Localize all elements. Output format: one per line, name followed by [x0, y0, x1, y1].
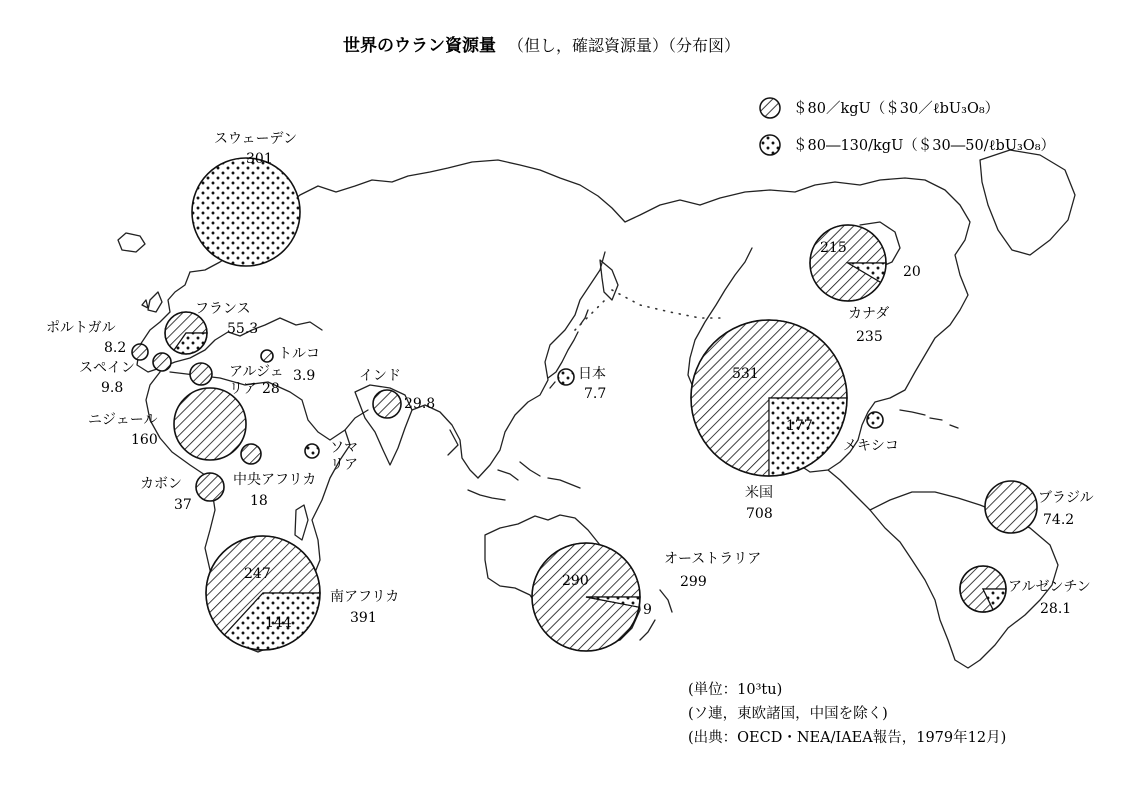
madagascar-coast	[295, 505, 308, 540]
label-portugal-name: ポルトガル	[46, 320, 116, 336]
canada-low-value: 215	[820, 240, 847, 256]
label-canada-total: 235	[856, 329, 883, 345]
label-canada-name: カナダ	[848, 306, 890, 322]
circle-niger	[174, 388, 246, 460]
greenland-right-coast	[980, 150, 1075, 255]
circle-canada	[810, 225, 886, 301]
label-india-name: インド	[359, 368, 401, 384]
circle-india	[373, 390, 401, 418]
circle-japan	[558, 369, 574, 385]
circle-car	[241, 444, 261, 464]
indonesia-coast	[468, 462, 580, 500]
label-spain-name: スペイン	[79, 360, 135, 376]
south-africa-high-value: 144	[265, 615, 292, 631]
label-japan-name: 日本	[578, 366, 606, 382]
circle-turkey	[261, 350, 273, 362]
label-argentina-total: 28.1	[1040, 601, 1072, 617]
label-portugal-total: 8.2	[104, 340, 127, 356]
sea-route-dotted	[575, 300, 605, 330]
circle-south_africa	[206, 536, 320, 650]
label-mexico-name: メキシコ	[843, 438, 899, 454]
central-america-coast	[828, 410, 958, 510]
circle-brazil	[985, 481, 1037, 533]
east-asia-coast	[478, 252, 605, 478]
label-sweden-total: 301	[246, 151, 273, 167]
canada-high-value: 20	[903, 264, 921, 280]
label-gabon-total: 37	[174, 497, 192, 513]
legend-dots-label: ＄80―130/kgU（＄30―50/ℓbU₃O₈）	[793, 138, 1056, 154]
label-australia-name: オーストラリア	[664, 551, 762, 567]
circle-portugal	[132, 344, 148, 360]
legend-dots-swatch	[760, 135, 780, 155]
label-turkey-name: トルコ	[278, 346, 320, 362]
greenland-coast	[118, 233, 145, 252]
circle-france	[165, 312, 207, 354]
label-algeria-total: 28	[262, 381, 280, 397]
southeast-asia-coast	[412, 405, 478, 478]
label-niger-total: 160	[131, 432, 158, 448]
label-brazil-name: ブラジル	[1038, 490, 1094, 506]
label-south-africa-total: 391	[350, 610, 377, 626]
australia-high-value: 9	[643, 602, 652, 618]
wedge-usa-dots	[769, 398, 847, 476]
note-exclusion: (ソ連，東欧諸国，中国を除く)	[688, 706, 888, 722]
circle-somalia	[305, 444, 319, 458]
usa-low-value: 531	[732, 366, 759, 382]
note-source: (出典：OECD・NEA/IAEA報告，1979年12月)	[688, 730, 1007, 746]
circle-algeria	[190, 363, 212, 385]
label-brazil-total: 74.2	[1043, 512, 1075, 528]
south-africa-low-value: 247	[244, 566, 271, 582]
label-india-total: 29.8	[404, 396, 436, 412]
label-gabon-name: カボン	[140, 476, 182, 492]
circle-mexico	[867, 412, 883, 428]
usa-high-value: 177	[786, 418, 813, 434]
label-spain-total: 9.8	[101, 380, 124, 396]
circle-gabon	[196, 473, 224, 501]
legend-hatch-label: ＄80／kgU（＄30／ℓbU₃O₈）	[793, 101, 1000, 117]
label-france-name: フランス	[195, 301, 251, 317]
label-car-total: 18	[250, 493, 268, 509]
footnotes	[688, 681, 1006, 746]
label-japan-total: 7.7	[584, 386, 607, 402]
label-algeria-name-2: リア	[229, 381, 257, 397]
label-australia-total: 299	[680, 574, 707, 590]
circle-sweden	[192, 158, 300, 266]
label-car-name: 中央アフリカ	[233, 472, 317, 488]
circle-spain	[153, 353, 171, 371]
label-niger-name: ニジェール	[88, 412, 158, 428]
label-south-africa-name: 南アフリカ	[330, 589, 400, 605]
label-argentina-name: アルゼンチン	[1008, 579, 1091, 595]
label-sweden-name: スウェーデン	[214, 131, 298, 147]
label-somalia-name-1: ソマ	[330, 440, 358, 456]
circle-australia	[532, 543, 640, 651]
label-usa-total: 708	[746, 506, 773, 522]
label-turkey-total: 3.9	[293, 368, 316, 384]
label-usa-name: 米国	[745, 485, 773, 501]
map-subtitle: （但し，確認資源量）（分布図）	[508, 36, 741, 55]
kamchatka-coast	[600, 260, 618, 300]
australia-low-value: 290	[562, 573, 589, 589]
circle-argentina	[960, 566, 1006, 612]
label-algeria-name-1: アルジェ	[229, 364, 284, 380]
british-isles-coast	[142, 292, 162, 312]
circle-usa	[691, 320, 847, 476]
date-line-dotted	[612, 290, 720, 318]
map-title: 世界のウラン資源量	[343, 36, 496, 56]
note-unit: (単位：10³tu)	[688, 682, 783, 698]
label-somalia-name-2: リア	[330, 457, 358, 473]
legend-hatch-swatch	[760, 98, 780, 118]
legend	[760, 98, 1055, 155]
label-france-total: 55.3	[227, 321, 259, 337]
